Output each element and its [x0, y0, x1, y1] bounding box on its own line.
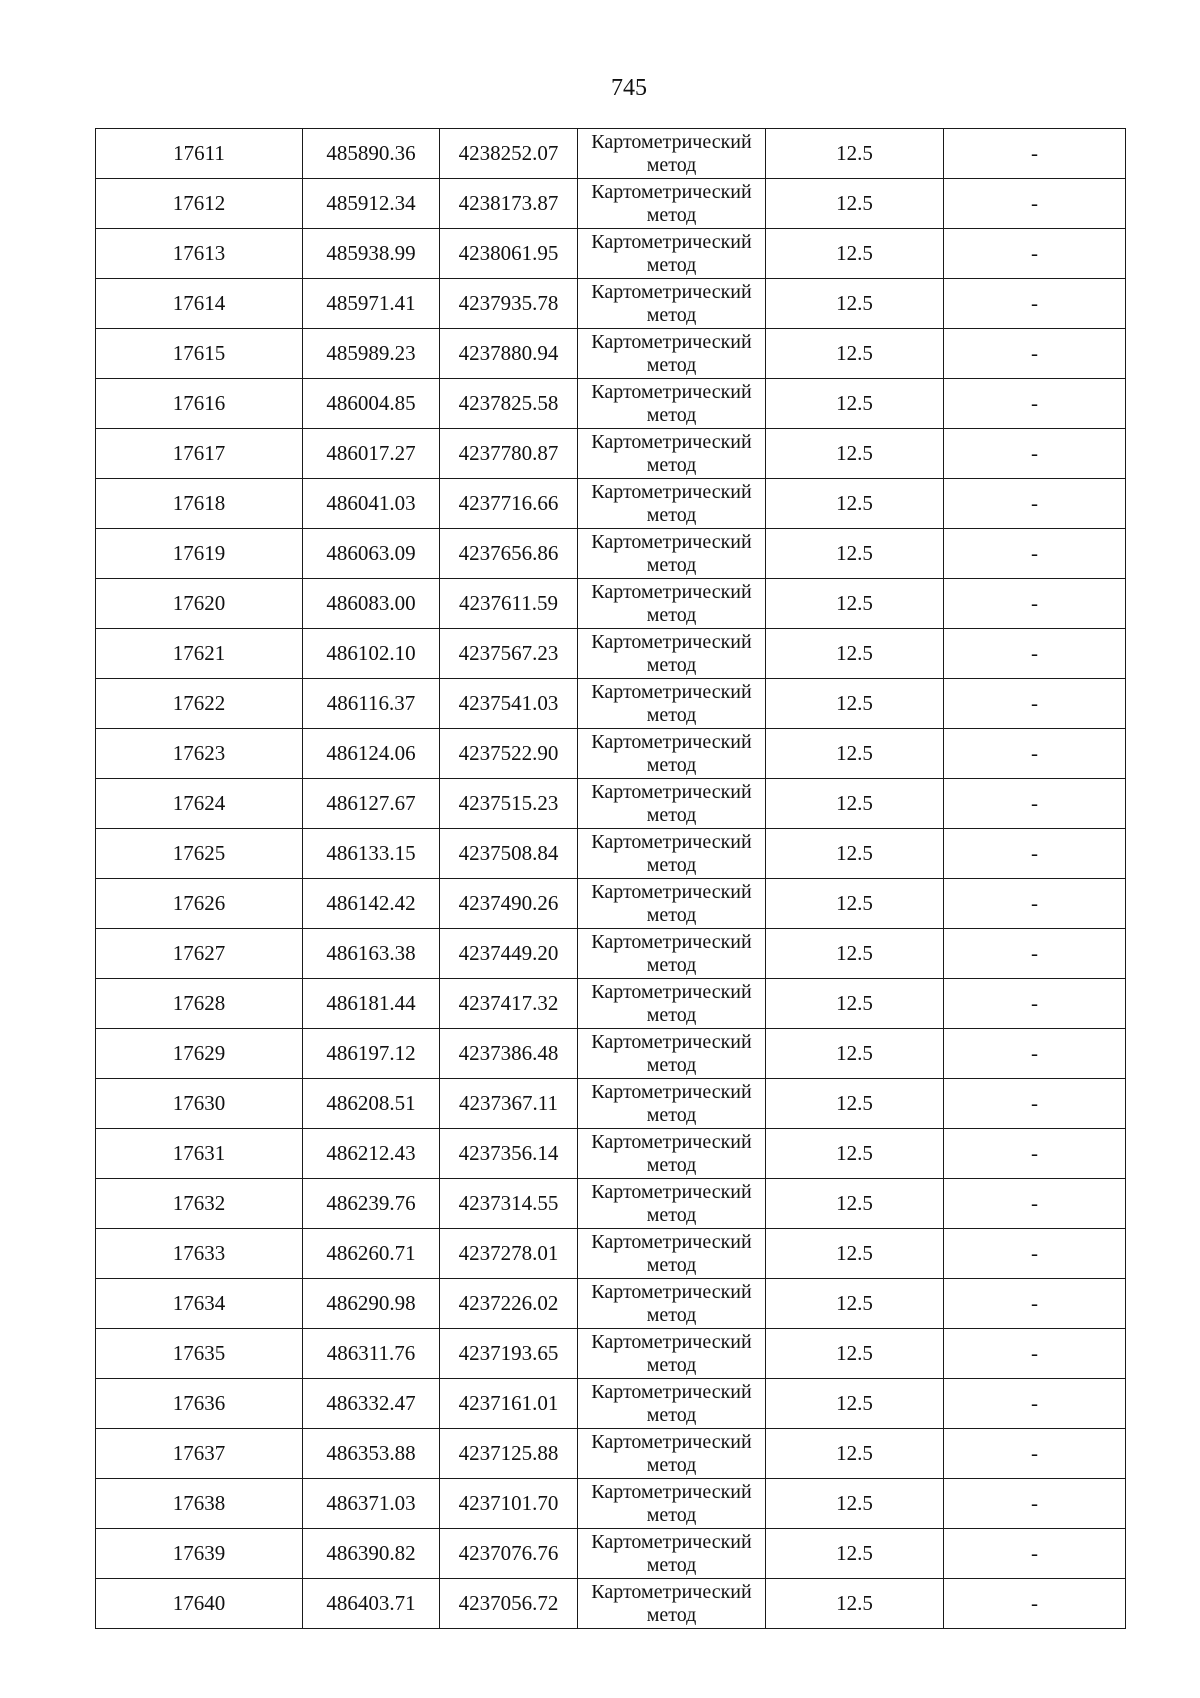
- method-line-2: метод: [646, 953, 697, 976]
- y-coordinate-cell: 4237417.32: [440, 979, 578, 1029]
- table-row: [96, 779, 1126, 829]
- method-line-1: Картометрический: [591, 1380, 752, 1403]
- point-number-cell: 17622: [96, 679, 303, 729]
- x-coordinate-cell: 486116.37: [303, 679, 440, 729]
- point-number-cell: 17631: [96, 1129, 303, 1179]
- point-number-cell: 17628: [96, 979, 303, 1029]
- accuracy-cell: 12.5: [766, 1329, 944, 1379]
- method-cell: [578, 179, 766, 229]
- method-cell: [578, 1029, 766, 1079]
- point-number-cell: 17633: [96, 1229, 303, 1279]
- y-coordinate-cell: 4237193.65: [440, 1329, 578, 1379]
- table-row: [96, 479, 1126, 529]
- y-coordinate-cell: 4237567.23: [440, 629, 578, 679]
- accuracy-cell: 12.5: [766, 1379, 944, 1429]
- method-line-1: Картометрический: [591, 130, 752, 153]
- x-coordinate-cell: 486142.42: [303, 879, 440, 929]
- note-cell: -: [944, 1229, 1126, 1279]
- x-coordinate-cell: 485890.36: [303, 129, 440, 179]
- method-line-2: метод: [646, 1553, 697, 1576]
- point-number-cell: 17625: [96, 829, 303, 879]
- method-cell: [578, 479, 766, 529]
- note-cell: -: [944, 829, 1126, 879]
- accuracy-cell: 12.5: [766, 779, 944, 829]
- y-coordinate-cell: 4237056.72: [440, 1579, 578, 1629]
- y-coordinate-cell: 4237161.01: [440, 1379, 578, 1429]
- x-coordinate-cell: 486017.27: [303, 429, 440, 479]
- method-line-1: Картометрический: [591, 730, 752, 753]
- x-coordinate-cell: 486353.88: [303, 1429, 440, 1479]
- note-cell: -: [944, 679, 1126, 729]
- y-coordinate-cell: 4238173.87: [440, 179, 578, 229]
- method-cell: [578, 1529, 766, 1579]
- y-coordinate-cell: 4237716.66: [440, 479, 578, 529]
- y-coordinate-cell: 4237935.78: [440, 279, 578, 329]
- y-coordinate-cell: 4237367.11: [440, 1079, 578, 1129]
- note-cell: -: [944, 429, 1126, 479]
- page-number: 745: [611, 75, 647, 101]
- x-coordinate-cell: 486133.15: [303, 829, 440, 879]
- table-row: [96, 329, 1126, 379]
- point-number-cell: 17636: [96, 1379, 303, 1429]
- method-cell: [578, 929, 766, 979]
- table-row: [96, 629, 1126, 679]
- table-row: [96, 1229, 1126, 1279]
- accuracy-cell: 12.5: [766, 729, 944, 779]
- table-row: [96, 1579, 1126, 1629]
- point-number-cell: 17618: [96, 479, 303, 529]
- accuracy-cell: 12.5: [766, 629, 944, 679]
- table-row: [96, 1379, 1126, 1429]
- point-number-cell: 17621: [96, 629, 303, 679]
- accuracy-cell: 12.5: [766, 1579, 944, 1629]
- x-coordinate-cell: 486063.09: [303, 529, 440, 579]
- table-row: [96, 229, 1126, 279]
- method-cell: [578, 1279, 766, 1329]
- x-coordinate-cell: 486102.10: [303, 629, 440, 679]
- accuracy-cell: 12.5: [766, 1029, 944, 1079]
- accuracy-cell: 12.5: [766, 979, 944, 1029]
- method-line-1: Картометрический: [591, 530, 752, 553]
- x-coordinate-cell: 486197.12: [303, 1029, 440, 1079]
- point-number-cell: 17626: [96, 879, 303, 929]
- y-coordinate-cell: 4237522.90: [440, 729, 578, 779]
- note-cell: -: [944, 629, 1126, 679]
- method-line-2: метод: [646, 1503, 697, 1526]
- y-coordinate-cell: 4237356.14: [440, 1129, 578, 1179]
- accuracy-cell: 12.5: [766, 1529, 944, 1579]
- method-line-2: метод: [646, 1153, 697, 1176]
- note-cell: -: [944, 1379, 1126, 1429]
- method-cell: [578, 679, 766, 729]
- note-cell: -: [944, 779, 1126, 829]
- table-row: [96, 1179, 1126, 1229]
- table-row: [96, 929, 1126, 979]
- table-row: [96, 1429, 1126, 1479]
- point-number-cell: 17619: [96, 529, 303, 579]
- note-cell: -: [944, 1029, 1126, 1079]
- point-number-cell: 17640: [96, 1579, 303, 1629]
- method-line-2: метод: [646, 903, 697, 926]
- method-cell: [578, 129, 766, 179]
- x-coordinate-cell: 486390.82: [303, 1529, 440, 1579]
- method-line-2: метод: [646, 1603, 697, 1626]
- note-cell: -: [944, 1329, 1126, 1379]
- method-line-1: Картометрический: [591, 1330, 752, 1353]
- note-cell: -: [944, 879, 1126, 929]
- x-coordinate-cell: 485989.23: [303, 329, 440, 379]
- x-coordinate-cell: 486127.67: [303, 779, 440, 829]
- accuracy-cell: 12.5: [766, 679, 944, 729]
- table-row: [96, 879, 1126, 929]
- method-line-2: метод: [646, 1103, 697, 1126]
- accuracy-cell: 12.5: [766, 429, 944, 479]
- y-coordinate-cell: 4237541.03: [440, 679, 578, 729]
- method-line-2: метод: [646, 1403, 697, 1426]
- y-coordinate-cell: 4237490.26: [440, 879, 578, 929]
- method-line-1: Картометрический: [591, 1080, 752, 1103]
- note-cell: -: [944, 529, 1126, 579]
- point-number-cell: 17612: [96, 179, 303, 229]
- y-coordinate-cell: 4237125.88: [440, 1429, 578, 1479]
- table-row: [96, 1079, 1126, 1129]
- method-line-2: метод: [646, 703, 697, 726]
- method-line-2: метод: [646, 503, 697, 526]
- method-cell: [578, 829, 766, 879]
- accuracy-cell: 12.5: [766, 1079, 944, 1129]
- point-number-cell: 17614: [96, 279, 303, 329]
- accuracy-cell: 12.5: [766, 479, 944, 529]
- method-cell: [578, 779, 766, 829]
- method-line-2: метод: [646, 1253, 697, 1276]
- method-cell: [578, 329, 766, 379]
- table-row: [96, 679, 1126, 729]
- point-number-cell: 17616: [96, 379, 303, 429]
- method-line-1: Картометрический: [591, 1430, 752, 1453]
- point-number-cell: 17623: [96, 729, 303, 779]
- method-cell: [578, 1479, 766, 1529]
- x-coordinate-cell: 485938.99: [303, 229, 440, 279]
- table-row: [96, 429, 1126, 479]
- method-line-1: Картометрический: [591, 630, 752, 653]
- method-cell: [578, 529, 766, 579]
- x-coordinate-cell: 486124.06: [303, 729, 440, 779]
- y-coordinate-cell: 4237226.02: [440, 1279, 578, 1329]
- note-cell: -: [944, 1429, 1126, 1479]
- x-coordinate-cell: 486163.38: [303, 929, 440, 979]
- x-coordinate-cell: 486181.44: [303, 979, 440, 1029]
- method-cell: [578, 379, 766, 429]
- method-line-1: Картометрический: [591, 680, 752, 703]
- accuracy-cell: 12.5: [766, 579, 944, 629]
- note-cell: -: [944, 229, 1126, 279]
- accuracy-cell: 12.5: [766, 1429, 944, 1479]
- method-line-2: метод: [646, 653, 697, 676]
- x-coordinate-cell: 486239.76: [303, 1179, 440, 1229]
- note-cell: -: [944, 1079, 1126, 1129]
- x-coordinate-cell: 486290.98: [303, 1279, 440, 1329]
- note-cell: -: [944, 329, 1126, 379]
- y-coordinate-cell: 4237449.20: [440, 929, 578, 979]
- x-coordinate-cell: 486004.85: [303, 379, 440, 429]
- point-number-cell: 17639: [96, 1529, 303, 1579]
- method-line-1: Картометрический: [591, 780, 752, 803]
- method-cell: [578, 879, 766, 929]
- note-cell: -: [944, 1129, 1126, 1179]
- method-line-2: метод: [646, 203, 697, 226]
- point-number-cell: 17629: [96, 1029, 303, 1079]
- method-line-1: Картометрический: [591, 1230, 752, 1253]
- method-cell: [578, 1329, 766, 1379]
- x-coordinate-cell: 486371.03: [303, 1479, 440, 1529]
- x-coordinate-cell: 486083.00: [303, 579, 440, 629]
- x-coordinate-cell: 486311.76: [303, 1329, 440, 1379]
- y-coordinate-cell: 4237515.23: [440, 779, 578, 829]
- y-coordinate-cell: 4237386.48: [440, 1029, 578, 1079]
- table-row: [96, 1129, 1126, 1179]
- note-cell: -: [944, 1579, 1126, 1629]
- accuracy-cell: 12.5: [766, 879, 944, 929]
- note-cell: -: [944, 179, 1126, 229]
- method-line-1: Картометрический: [591, 480, 752, 503]
- accuracy-cell: 12.5: [766, 329, 944, 379]
- point-number-cell: 17624: [96, 779, 303, 829]
- accuracy-cell: 12.5: [766, 179, 944, 229]
- method-line-2: метод: [646, 353, 697, 376]
- x-coordinate-cell: 486332.47: [303, 1379, 440, 1429]
- x-coordinate-cell: 485912.34: [303, 179, 440, 229]
- note-cell: -: [944, 1279, 1126, 1329]
- point-number-cell: 17638: [96, 1479, 303, 1529]
- method-cell: [578, 429, 766, 479]
- table-row: [96, 379, 1126, 429]
- y-coordinate-cell: 4237278.01: [440, 1229, 578, 1279]
- table-row: [96, 579, 1126, 629]
- method-cell: [578, 1079, 766, 1129]
- method-line-1: Картометрический: [591, 930, 752, 953]
- table-row: [96, 1279, 1126, 1329]
- method-cell: [578, 729, 766, 779]
- x-coordinate-cell: 486403.71: [303, 1579, 440, 1629]
- method-line-1: Картометрический: [591, 880, 752, 903]
- method-cell: [578, 1429, 766, 1479]
- y-coordinate-cell: 4237508.84: [440, 829, 578, 879]
- point-number-cell: 17613: [96, 229, 303, 279]
- x-coordinate-cell: 486208.51: [303, 1079, 440, 1129]
- table-row: [96, 979, 1126, 1029]
- method-line-2: метод: [646, 153, 697, 176]
- accuracy-cell: 12.5: [766, 379, 944, 429]
- point-number-cell: 17611: [96, 129, 303, 179]
- accuracy-cell: 12.5: [766, 829, 944, 879]
- point-number-cell: 17635: [96, 1329, 303, 1379]
- y-coordinate-cell: 4237611.59: [440, 579, 578, 629]
- method-line-1: Картометрический: [591, 1480, 752, 1503]
- y-coordinate-cell: 4237780.87: [440, 429, 578, 479]
- note-cell: -: [944, 479, 1126, 529]
- method-line-2: метод: [646, 1353, 697, 1376]
- accuracy-cell: 12.5: [766, 1479, 944, 1529]
- method-line-1: Картометрический: [591, 830, 752, 853]
- table-body: [96, 129, 1126, 1629]
- method-line-1: Картометрический: [591, 1130, 752, 1153]
- method-cell: [578, 629, 766, 679]
- method-line-1: Картометрический: [591, 180, 752, 203]
- note-cell: -: [944, 729, 1126, 779]
- method-line-2: метод: [646, 1053, 697, 1076]
- y-coordinate-cell: 4237880.94: [440, 329, 578, 379]
- method-line-2: метод: [646, 1203, 697, 1226]
- point-number-cell: 17627: [96, 929, 303, 979]
- table-row: [96, 1029, 1126, 1079]
- x-coordinate-cell: 486212.43: [303, 1129, 440, 1179]
- note-cell: -: [944, 1479, 1126, 1529]
- accuracy-cell: 12.5: [766, 129, 944, 179]
- accuracy-cell: 12.5: [766, 1229, 944, 1279]
- method-cell: [578, 1229, 766, 1279]
- y-coordinate-cell: 4237656.86: [440, 529, 578, 579]
- method-line-1: Картометрический: [591, 380, 752, 403]
- method-cell: [578, 1179, 766, 1229]
- method-line-1: Картометрический: [591, 1030, 752, 1053]
- method-line-1: Картометрический: [591, 1280, 752, 1303]
- method-line-2: метод: [646, 603, 697, 626]
- method-line-2: метод: [646, 453, 697, 476]
- y-coordinate-cell: 4237101.70: [440, 1479, 578, 1529]
- y-coordinate-cell: 4238061.95: [440, 229, 578, 279]
- accuracy-cell: 12.5: [766, 929, 944, 979]
- method-line-2: метод: [646, 753, 697, 776]
- method-line-1: Картометрический: [591, 1580, 752, 1603]
- note-cell: -: [944, 379, 1126, 429]
- note-cell: -: [944, 579, 1126, 629]
- y-coordinate-cell: 4237825.58: [440, 379, 578, 429]
- coordinates-table: [95, 128, 1126, 1629]
- y-coordinate-cell: 4238252.07: [440, 129, 578, 179]
- method-line-2: метод: [646, 303, 697, 326]
- method-line-1: Картометрический: [591, 230, 752, 253]
- point-number-cell: 17630: [96, 1079, 303, 1129]
- method-cell: [578, 279, 766, 329]
- method-line-1: Картометрический: [591, 580, 752, 603]
- note-cell: -: [944, 279, 1126, 329]
- table-row: [96, 1479, 1126, 1529]
- method-line-2: метод: [646, 853, 697, 876]
- accuracy-cell: 12.5: [766, 1179, 944, 1229]
- note-cell: -: [944, 1529, 1126, 1579]
- method-line-2: метод: [646, 803, 697, 826]
- method-line-1: Картометрический: [591, 430, 752, 453]
- table-row: [96, 729, 1126, 779]
- method-line-1: Картометрический: [591, 330, 752, 353]
- accuracy-cell: 12.5: [766, 1129, 944, 1179]
- method-cell: [578, 229, 766, 279]
- method-line-2: метод: [646, 1303, 697, 1326]
- method-line-2: метод: [646, 253, 697, 276]
- table-row: [96, 179, 1126, 229]
- method-cell: [578, 979, 766, 1029]
- table-row: [96, 279, 1126, 329]
- table-row: [96, 829, 1126, 879]
- point-number-cell: 17615: [96, 329, 303, 379]
- method-line-1: Картометрический: [591, 1180, 752, 1203]
- note-cell: -: [944, 129, 1126, 179]
- x-coordinate-cell: 485971.41: [303, 279, 440, 329]
- method-cell: [578, 1129, 766, 1179]
- point-number-cell: 17634: [96, 1279, 303, 1329]
- table-row: [96, 129, 1126, 179]
- method-cell: [578, 1379, 766, 1429]
- table-row: [96, 1329, 1126, 1379]
- note-cell: -: [944, 1179, 1126, 1229]
- x-coordinate-cell: 486041.03: [303, 479, 440, 529]
- method-line-2: метод: [646, 553, 697, 576]
- y-coordinate-cell: 4237314.55: [440, 1179, 578, 1229]
- table-row: [96, 529, 1126, 579]
- accuracy-cell: 12.5: [766, 229, 944, 279]
- point-number-cell: 17637: [96, 1429, 303, 1479]
- accuracy-cell: 12.5: [766, 1279, 944, 1329]
- method-line-2: метод: [646, 403, 697, 426]
- method-line-2: метод: [646, 1453, 697, 1476]
- note-cell: -: [944, 979, 1126, 1029]
- method-line-1: Картометрический: [591, 980, 752, 1003]
- method-cell: [578, 1579, 766, 1629]
- y-coordinate-cell: 4237076.76: [440, 1529, 578, 1579]
- table-row: [96, 1529, 1126, 1579]
- point-number-cell: 17617: [96, 429, 303, 479]
- method-line-2: метод: [646, 1003, 697, 1026]
- x-coordinate-cell: 486260.71: [303, 1229, 440, 1279]
- method-line-1: Картометрический: [591, 1530, 752, 1553]
- accuracy-cell: 12.5: [766, 279, 944, 329]
- point-number-cell: 17620: [96, 579, 303, 629]
- accuracy-cell: 12.5: [766, 529, 944, 579]
- method-cell: [578, 579, 766, 629]
- point-number-cell: 17632: [96, 1179, 303, 1229]
- note-cell: -: [944, 929, 1126, 979]
- method-line-1: Картометрический: [591, 280, 752, 303]
